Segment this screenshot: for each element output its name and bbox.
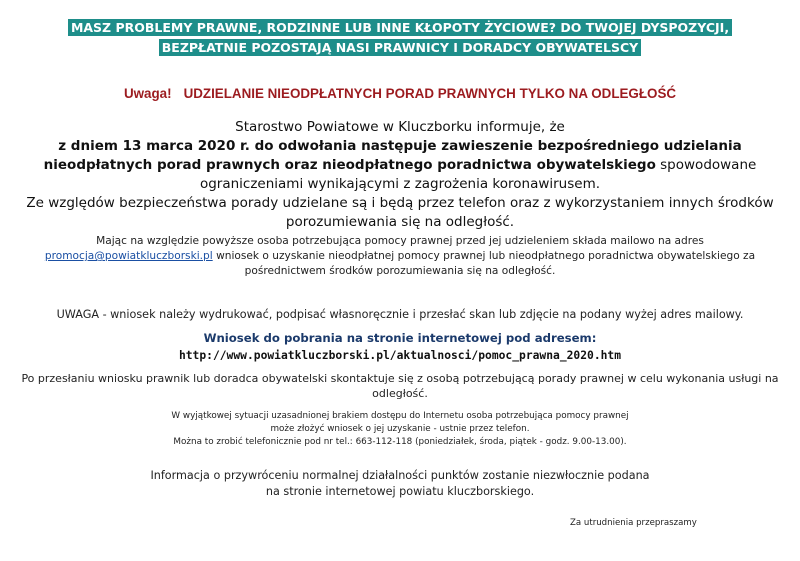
print-notice: UWAGA - wniosek należy wydrukować, podpisać własnoręcznie i przesłać skan lub zdjęcie na podany wyżej adres mailowy. — [56, 308, 744, 321]
banner-line-1: MASZ PROBLEMY PRAWNE, RODZINNE LUB INNE KŁOPOTY ŻYCIOWE? DO TWOJEJ DYSPOZYCJI, — [68, 19, 732, 36]
restoration-info — [20, 468, 780, 500]
phone-notice-line-3: Można to zrobić telefonicznie pod nr tel.: 663-112-118 (poniedziałek, środa, piątek - godz. 9.00-13.00). — [173, 437, 627, 447]
application-note — [20, 234, 780, 279]
phone-notice — [20, 410, 780, 449]
download-title: Wniosek do pobrania na stronie internetowej pod adresem: — [203, 331, 597, 345]
warning-heading — [0, 86, 800, 101]
main-suspension — [20, 137, 780, 194]
download-url: http://www.powiatkluczborski.pl/aktualnosci/pomoc_prawna_2020.htm — [178, 349, 622, 362]
phone-notice-line-1: W wyjątkowej sytuacji uzasadnionej brakiem dostępu do Internetu osoba potrzebująca pomocy prawnej — [171, 411, 629, 421]
warning-prefix: Uwaga! — [123, 86, 172, 101]
main-intro: Starostwo Powiatowe w Kluczborku informuje, że — [235, 119, 565, 135]
after-submission-text: Po przesłaniu wniosku prawnik lub doradca obywatelski skontaktuje się z osobą potrzebującą porady prawnej w celu wykonania usługi na odległość. — [21, 372, 779, 400]
application-note-after: wniosek o uzyskanie nieodpłatnej pomocy prawnej lub nieodpłatnego poradnictwa obywatelskiego za pośrednictwem środków porozumiewania się na odległość. — [216, 250, 756, 277]
main-suspension-rest: spowodowane ograniczeniami wynikającymi z zagrożenia koronawirusem. — [199, 157, 757, 192]
main-notice — [20, 118, 780, 232]
restoration-info-line-1: Informacja o przywróceniu normalnej działalności punktów zostanie niezwłocznie podana — [150, 469, 650, 482]
restoration-info-line-2: na stronie internetowej powiatu kluczborskiego. — [265, 485, 535, 498]
main-safety: Ze względów bezpieczeństwa porady udzielane są i będą przez telefon oraz z wykorzystaniem innych środków porozumiewania się na odległość. — [26, 195, 774, 230]
header-banner — [0, 18, 800, 58]
apology-text: Za utrudnienia przepraszamy — [570, 518, 697, 528]
application-note-before: Mając na względzie powyższe osoba potrzebująca pomocy prawnej przed jej udzieleniem składa mailowo na adres — [96, 235, 704, 247]
banner-line-2: BEZPŁATNIE POZOSTAJĄ NASI PRAWNICY I DORADCY OBYWATELSCY — [159, 39, 641, 56]
phone-notice-line-2: może złożyć wniosek o jej uzyskanie - ustnie przez telefon. — [270, 424, 530, 434]
email-link[interactable]: promocja@powiatkluczborski.pl — [44, 250, 213, 262]
main-suspension-bold: z dniem 13 marca 2020 r. do odwołania następuje zawieszenie bezpośredniego udzielania nieodpłatnych porad prawnych oraz nieodpłatnego poradnictwa obywatelskiego — [43, 138, 742, 173]
download-section — [0, 330, 800, 364]
warning-text: UDZIELANIE NIEODPŁATNYCH PORAD PRAWNYCH TYLKO NA ODLEGŁOŚĆ — [183, 86, 677, 101]
